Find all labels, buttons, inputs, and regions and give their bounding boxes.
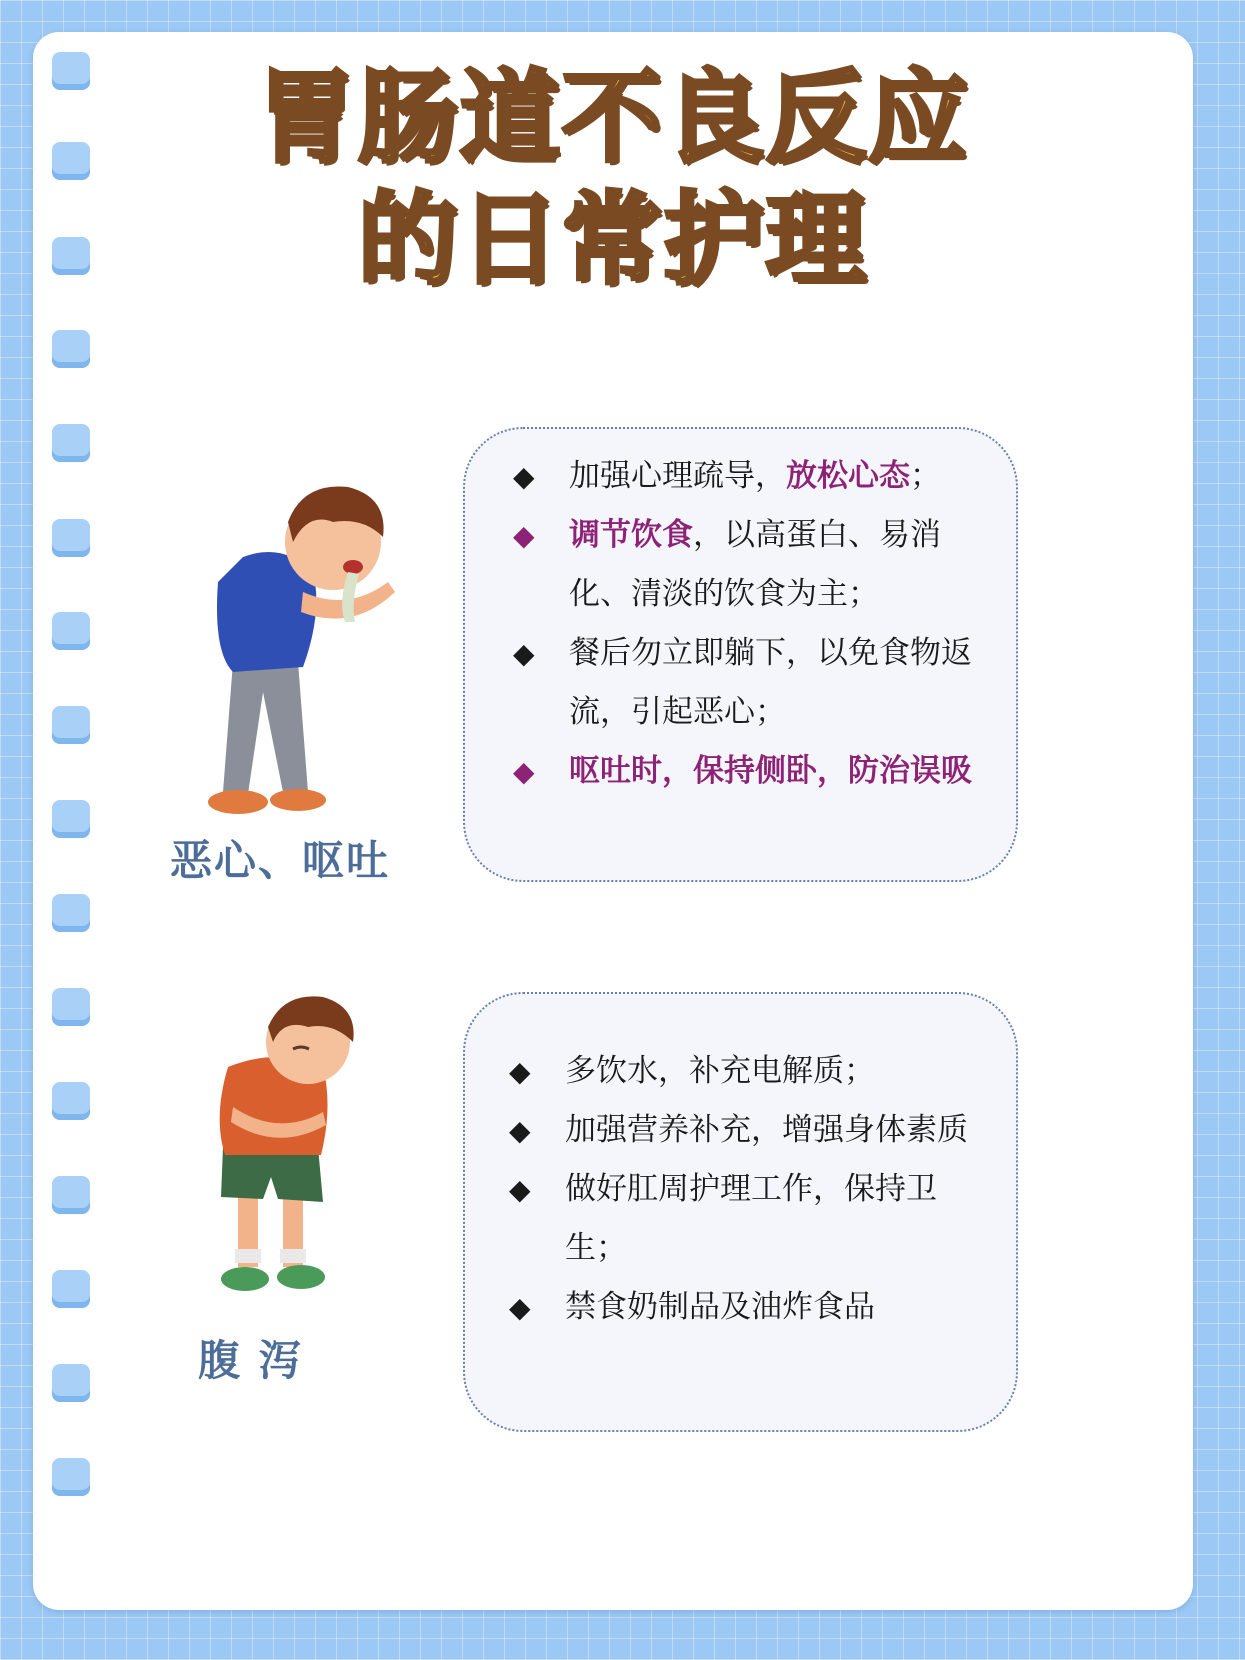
binder-ring — [52, 424, 90, 462]
binder-ring — [52, 988, 90, 1026]
page-title-line1: 胃肠道不良反应 — [256, 59, 970, 176]
list-item: ◆ 多饮水，补充电解质； — [509, 1042, 976, 1101]
diamond-bullet-icon: ◆ — [513, 755, 535, 788]
binder-ring — [52, 612, 90, 650]
list-item: ◆ 呕吐时，保持侧卧，防治误吸 — [513, 742, 976, 801]
binder-ring — [52, 519, 90, 557]
binder-ring — [52, 706, 90, 744]
nausea-care-panel — [463, 427, 1018, 882]
list-item: ◆ 加强心理疏导，放松心态； — [513, 447, 976, 506]
binder-ring — [52, 1270, 90, 1308]
section-caption-diarrhea: 腹 泻 — [198, 1336, 303, 1385]
diarrhea-care-panel — [463, 992, 1018, 1432]
list-item: ◆ 餐后勿立即躺下，以免食物返流，引起恶心； — [513, 624, 976, 742]
boy-stomachache-illustration — [183, 987, 413, 1317]
binder-ring — [52, 1082, 90, 1120]
binder-ring — [52, 894, 90, 932]
nausea-care-list — [513, 447, 976, 801]
binder-ring — [52, 800, 90, 838]
diarrhea-care-list — [509, 1042, 976, 1337]
list-item: ◆ 调节饮食，以高蛋白、易消化、清淡的饮食为主； — [513, 506, 976, 624]
binder-ring — [52, 1176, 90, 1214]
diamond-bullet-icon: ◆ — [513, 637, 535, 670]
diamond-bullet-icon: ◆ — [513, 519, 535, 552]
binder-ring — [52, 330, 90, 368]
page-title-line2: 的日常护理 — [358, 181, 868, 298]
list-item: ◆ 禁食奶制品及油炸食品 — [509, 1278, 976, 1337]
list-item: ◆ 加强营养补充，增强身体素质 — [509, 1101, 976, 1160]
diamond-bullet-icon: ◆ — [509, 1291, 531, 1324]
diamond-bullet-icon: ◆ — [509, 1114, 531, 1147]
binder-ring — [52, 1364, 90, 1402]
note-card — [33, 32, 1193, 1610]
boy-vomiting-illustration — [173, 462, 433, 832]
section-caption-nausea: 恶心、呕吐 — [170, 836, 391, 885]
diamond-bullet-icon: ◆ — [509, 1055, 531, 1088]
list-item: ◆ 做好肛周护理工作，保持卫生； — [509, 1160, 976, 1278]
diamond-bullet-icon: ◆ — [513, 460, 535, 493]
diamond-bullet-icon: ◆ — [509, 1173, 531, 1206]
binder-ring — [52, 1458, 90, 1496]
